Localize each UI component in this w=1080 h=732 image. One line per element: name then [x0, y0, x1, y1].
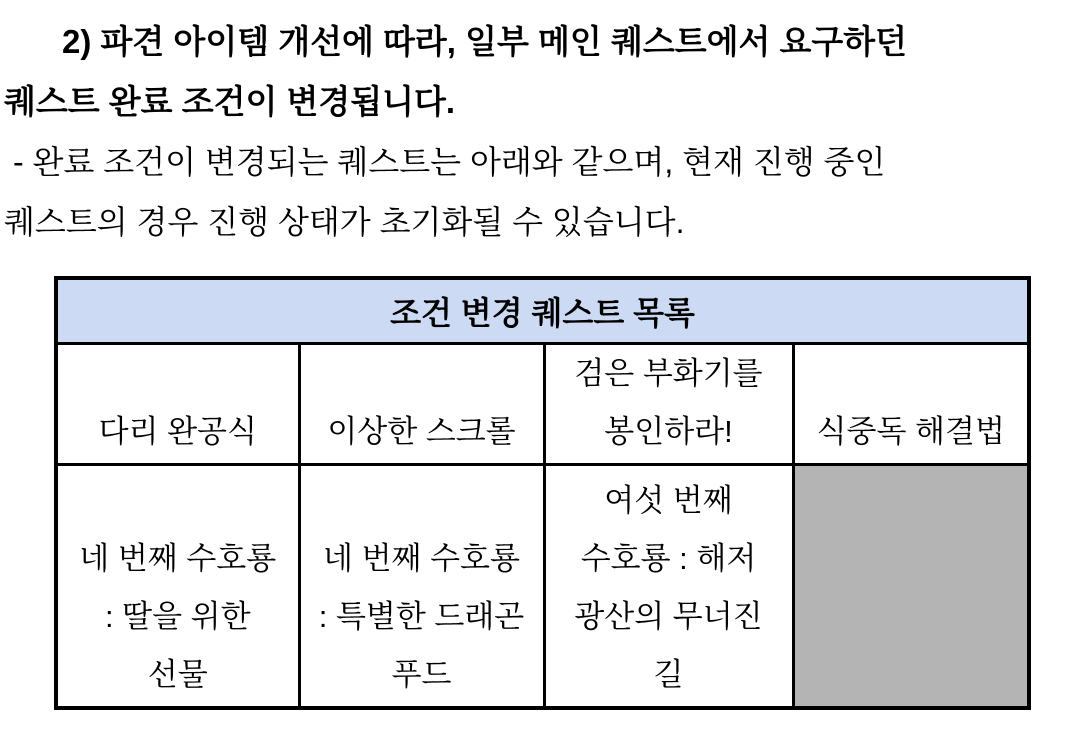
cell-text-line: 여섯 번째	[604, 483, 733, 518]
notice-detail-paragraph	[0, 132, 1080, 252]
cell-text-line: 길	[653, 657, 684, 692]
heading-line-2: 퀘스트 완료 조건이 변경됩니다.	[4, 83, 456, 120]
cell-text-line: 네 번째 수호룡	[323, 541, 520, 576]
table-cell	[56, 344, 299, 465]
heading-line-1: 2) 파견 아이템 개선에 따라, 일부 메인 퀘스트에서 요구하던	[62, 23, 908, 60]
notice-text-block	[0, 0, 1080, 252]
cell-text-line: 이상한 스크롤	[327, 414, 516, 449]
table-title-cell: 조건 변경 퀘스트 목록	[56, 278, 1029, 344]
cell-text-line: 네 번째 수호룡	[79, 541, 277, 576]
cell-text-line: 광산의 무너진	[574, 599, 763, 634]
cell-text-line: 식중독 해결법	[816, 414, 1005, 449]
notice-heading-paragraph	[0, 12, 1080, 132]
cell-text-line: 검은 부화기를	[574, 356, 763, 391]
quest-table	[54, 276, 1031, 710]
table-row	[56, 465, 1029, 709]
table-cell	[299, 465, 544, 709]
cell-text-line: 수호룡 : 해저	[580, 541, 757, 576]
detail-line-1: - 완료 조건이 변경되는 퀘스트는 아래와 같으며, 현재 진행 중인	[13, 144, 886, 180]
detail-line-2: 퀘스트의 경우 진행 상태가 초기화될 수 있습니다.	[4, 204, 685, 240]
cell-text-line: : 딸을 위한	[104, 599, 251, 634]
cell-text-line: 다리 완공식	[98, 414, 257, 449]
cell-text-line: : 특별한 드래곤	[318, 599, 525, 634]
quest-table-body	[56, 344, 1029, 709]
table-cell	[56, 465, 299, 709]
table-cell	[544, 344, 793, 465]
table-cell	[544, 465, 793, 709]
cell-text-line: 선물	[147, 657, 208, 692]
table-row	[56, 344, 1029, 465]
cell-text-line: 푸드	[391, 657, 452, 692]
table-cell	[793, 344, 1029, 465]
table-cell-empty	[793, 465, 1029, 709]
cell-text-line: 봉인하라!	[604, 414, 733, 449]
table-title-row	[56, 278, 1029, 344]
quest-table-head	[56, 278, 1029, 344]
table-cell	[299, 344, 544, 465]
